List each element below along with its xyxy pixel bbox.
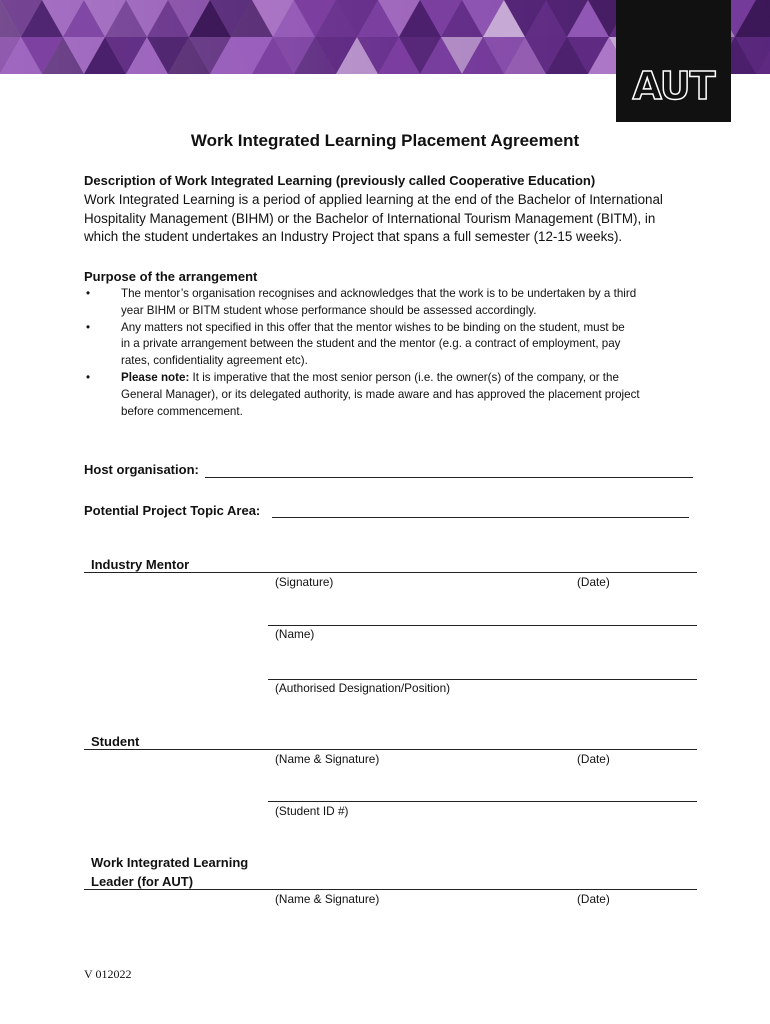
list-item <box>84 370 704 420</box>
mentor-signature-field[interactable] <box>268 625 697 626</box>
list-item-line: The mentor’s organisation recognises and acknowledges that the work is to be undertaken by a third <box>121 287 637 300</box>
student-title: Student <box>91 734 140 749</box>
student-date-label: (Date) <box>577 752 610 766</box>
list-item <box>84 320 704 370</box>
wil-leader-title-line: Work Integrated Learning <box>91 855 249 870</box>
description-line: Hospitality Management (BIHM) or the Bachelor of International Tourism Management (BITM), in <box>84 210 656 226</box>
bullet-icon: • <box>86 320 91 334</box>
aut-logo <box>616 0 731 122</box>
list-item-line: in a private arrangement between the student and the mentor (e.g. a contract of employment, pay <box>121 337 621 351</box>
project-topic-field[interactable] <box>272 517 689 518</box>
description-text <box>84 191 704 247</box>
page-title: Work Integrated Learning Placement Agreement <box>190 131 580 150</box>
host-organisation-field[interactable] <box>205 477 693 478</box>
mentor-position-label: (Authorised Designation/Position) <box>275 681 451 695</box>
student-signature-field[interactable] <box>268 801 697 802</box>
bullet-icon: • <box>86 287 91 300</box>
student-name-signature-label: (Name & Signature) <box>275 752 380 766</box>
mentor-date-label: (Date) <box>577 575 610 589</box>
leader-date-label: (Date) <box>577 892 610 906</box>
bullet-icon: • <box>86 370 91 384</box>
wil-leader-title-line: Leader (for AUT) <box>91 874 194 889</box>
host-organisation-label: Host organisation: <box>84 462 199 477</box>
industry-mentor-title: Industry Mentor <box>91 557 190 572</box>
list-item-text: It is imperative that the most senior person (i.e. the owner(s) of the company, or the <box>189 370 619 384</box>
description-line: which the student undertakes an Industry Project that spans a full semester (12-15 weeks). <box>84 229 623 244</box>
leader-rule <box>84 889 697 890</box>
purpose-heading: Purpose of the arrangement <box>84 269 258 284</box>
mentor-signature-label: (Signature) <box>275 575 334 589</box>
mentor-rule <box>84 572 697 573</box>
description-heading: Description of Work Integrated Learning (previously called Cooperative Education) <box>84 173 596 188</box>
student-rule <box>84 749 697 750</box>
list-item <box>84 286 704 320</box>
please-note-label: Please note: <box>121 370 190 384</box>
description-line: Work Integrated Learning is a period of applied learning at the end of the Bachelor of International <box>84 192 663 207</box>
version-label: V 012022 <box>84 967 132 981</box>
logo-text: AUT <box>632 64 715 108</box>
list-item-line <box>121 370 704 387</box>
list-item-line: year BIHM or BITM student whose performance should be assessed accordingly. <box>121 303 537 317</box>
wil-leader-title <box>91 853 248 891</box>
list-item-line: before commencement. <box>121 404 243 418</box>
leader-name-signature-label: (Name & Signature) <box>275 892 380 906</box>
mentor-name-field[interactable] <box>268 679 697 680</box>
purpose-list <box>84 286 704 420</box>
list-item-line: General Manager), or its delegated authority, is made aware and has approved the placement project <box>121 387 640 401</box>
project-topic-label: Potential Project Topic Area: <box>84 503 261 518</box>
list-item-line: rates, confidentiality agreement etc). <box>121 354 308 368</box>
mentor-name-label: (Name) <box>275 627 315 641</box>
list-item-line: Any matters not specified in this offer that the mentor wishes to be binding on the student, must be <box>121 320 625 334</box>
student-id-label: (Student ID #) <box>275 804 349 818</box>
